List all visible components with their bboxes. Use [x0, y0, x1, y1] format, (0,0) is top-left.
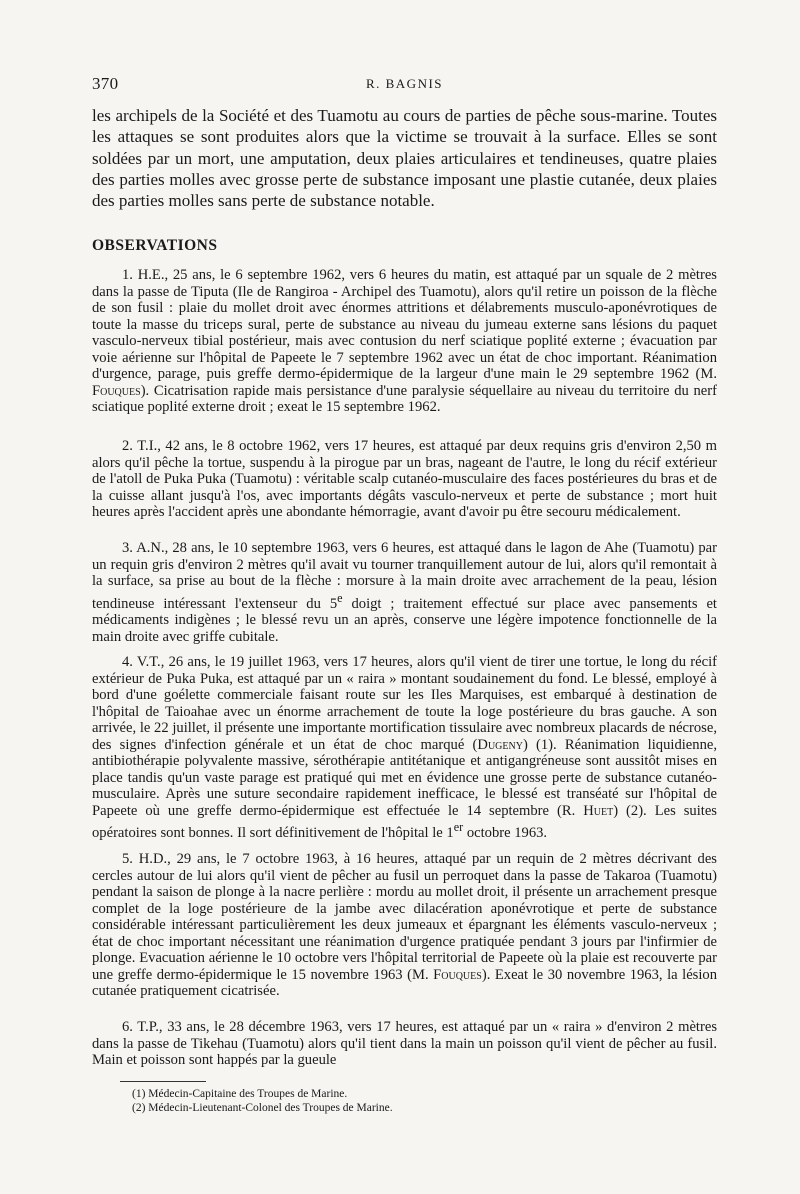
observation-4-text-after-name: ) (2). Les suites opératoires sont bonnes. Il sort définitivement de l'hôpital le 1	[92, 802, 717, 842]
intro-paragraph: les archipels de la Société et des Tuamotu au cours de parties de pêche sous-marine. Toutes les attaques se sont produites alors que la victime se trouvait à la surface. Elles se sont soldées par un mort, une amputation, deux plaies articulaires et tendineuses, quatre plaies des parties molles avec grosse perte de substance imposant une plastie cutanée, deux plaies des parties molles sans perte de substance notable.	[92, 106, 717, 211]
observation-1-text-end: ). Cicatrisation rapide mais persistance d'une paralysie séquellaire au niveau du territoire du nerf sciatique poplité externe droit ; exeat le 15 septembre 1962.	[92, 382, 717, 416]
author-name: Huet	[583, 802, 614, 819]
observation-3-text: 3. A.N., 28 ans, le 10 septembre 1963, vers 6 heures, est attaqué dans le lagon de Ahe (Tuamotu) par un requin gris d'environ 2 mètres qu'il avait vu tourner tranquillement autour de lui, alors qu'il remontait à la surface, sa prise au bout de la flèche : morsure à la main droite avec arrachement de la peau, lésion tendineuse intéressant l'extenseur du 5	[92, 540, 717, 612]
observation-5	[92, 851, 717, 1000]
ordinal-superscript: e	[337, 590, 343, 605]
section-title: OBSERVATIONS	[92, 237, 218, 254]
author-name: Fouques	[92, 382, 141, 399]
observation-6: 6. T.P., 33 ans, le 28 décembre 1963, vers 17 heures, est attaqué par un « raira » d'environ 2 mètres dans la passe de Tikehau (Tuamotu) alors qu'il tient dans la main un poisson qu'il vient de pêcher au fusil. Main et poisson sont happés par la gueule	[92, 1019, 717, 1069]
observation-4-text: 4. V.T., 26 ans, le 19 juillet 1963, vers 17 heures, alors qu'il vient de tirer une tortue, le long du récif extérieur de Puka Puka, est attaqué par un « raira » montant soudainement du fond. Le blessé, employé à bord d'une goélette commerciale faisant route sur les Iles Marquises, est embarqué à destination de l'hôpital de Taioahae avec un énorme arrachement de toute la loge postérieure du bras gauche. A son arrivée, le 22 juillet, il présente une importante mortification tissulaire avec nombreux placards de nécrose, des signes d'infection générale et un état de choc marqué (	[92, 654, 717, 753]
page-header	[92, 74, 717, 96]
author-name: Dugeny	[477, 736, 523, 753]
observation-5-text: 5. H.D., 29 ans, le 7 octobre 1963, à 16 heures, attaqué par un requin de 2 mètres décrivant des cercles autour de lui alors qu'il vient de pêcher au fusil un perroquet dans la passe de Takaroa (Tuamotu) pendant la saison de plonge à la nacre perlière : mordu au mollet droit, il présente un arrachement presque complet de la loge postérieure de la jambe avec dilacération aponévrotique et perte de substance considérable intéressant particulièrement les deux jumeaux et épargnant les éléments vasculo-nerveux ; état de choc important nécessitant une réanimation d'urgence pratiquée pendant 3 jours par l'infirmier de plonge. Evacuation aérienne le 10 octobre vers l'hôpital territorial de Papeete où la plaie est recouverte par une greffe dermo-épidermique le 15 novembre 1963 (M.	[92, 851, 717, 983]
observation-4-text-end: octobre 1963.	[463, 825, 548, 842]
footnote-2: (2) Médecin-Lieutenant-Colonel des Troupes de Marine.	[132, 1102, 393, 1114]
ordinal-superscript: er	[453, 820, 464, 835]
observation-3-text-end: doigt ; traitement effectué sur place avec pansements et médicaments indigènes ; le blessé revu un an après, conserve une légère impotence fonctionnelle de la main droite avec griffe cubitale.	[92, 595, 717, 645]
observation-4-text-middle: ) (1). Réanimation liquidienne, antibiothérapie polyvalente massive, sérothérapie antitétanique et antigangréneuse sont aussitôt mises en place tandis qu'un vaste parage est pratiqué qui met en évidence une grosse perte de substance cutanéo-musculaire. Après une suture secondaire rapidement inefficace, le blessé est transéaté sur l'hôpital de Papeete où une greffe dermo-épidermique est effectuée le 14 septembre (R.	[92, 736, 717, 819]
observation-4	[92, 654, 717, 842]
footnote-divider	[120, 1081, 206, 1082]
observation-1-text: 1. H.E., 25 ans, le 6 septembre 1962, vers 6 heures du matin, est attaqué par un squale de 2 mètres dans la passe de Tiputa (Ile de Rangiroa - Archipel des Tuamotu), alors qu'il retire un poisson de la flèche de son fusil : plaie du mollet droit avec énormes attritions et délabrements musculo-aponévrotiques de toute la masse du triceps sural, perte de substance au niveau du jumeau externe sans lésions du paquet vasculo-nerveux tibial postérieur, mais avec contusion du nerf sciatique poplité externe ; évacuation par voie aérienne sur l'hôpital de Papeete le 7 septembre 1962 avec un état de choc important. Réanimation d'urgence, parage, puis greffe dermo-épidermique de la largeur d'une main le 29 septembre 1962 (M.	[92, 267, 717, 383]
observation-1	[92, 267, 717, 416]
footnote-1: (1) Médecin-Capitaine des Troupes de Marine.	[132, 1088, 348, 1100]
page-number: 370	[92, 74, 119, 93]
observation-2: 2. T.I., 42 ans, le 8 octobre 1962, vers 17 heures, est attaqué par deux requins gris d'environ 2,50 m alors qu'il pêche la tortue, suspendu à la pirogue par un bras, nageant de l'autre, le long du récif extérieur de l'atoll de Puka Puka (Tuamotu) : véritable scalp cutanéo-musculaire des faces postérieures du bras et de la cuisse allant jusqu'à l'os, avec importants dégâts vasculo-nerveux et perte de substance ; mort huit heures après l'accident après une abondante hémorragie, avant d'avoir pu être secouru médicalement.	[92, 438, 717, 521]
observation-5-text-end: ). Exeat le 30 novembre 1963, la lésion cutanée pratiquement cicatrisée.	[92, 966, 717, 1000]
author-name: Fouques	[433, 966, 482, 983]
running-head-author: R. BAGNIS	[365, 76, 444, 91]
observation-3	[92, 540, 717, 645]
footnotes	[132, 1087, 712, 1115]
